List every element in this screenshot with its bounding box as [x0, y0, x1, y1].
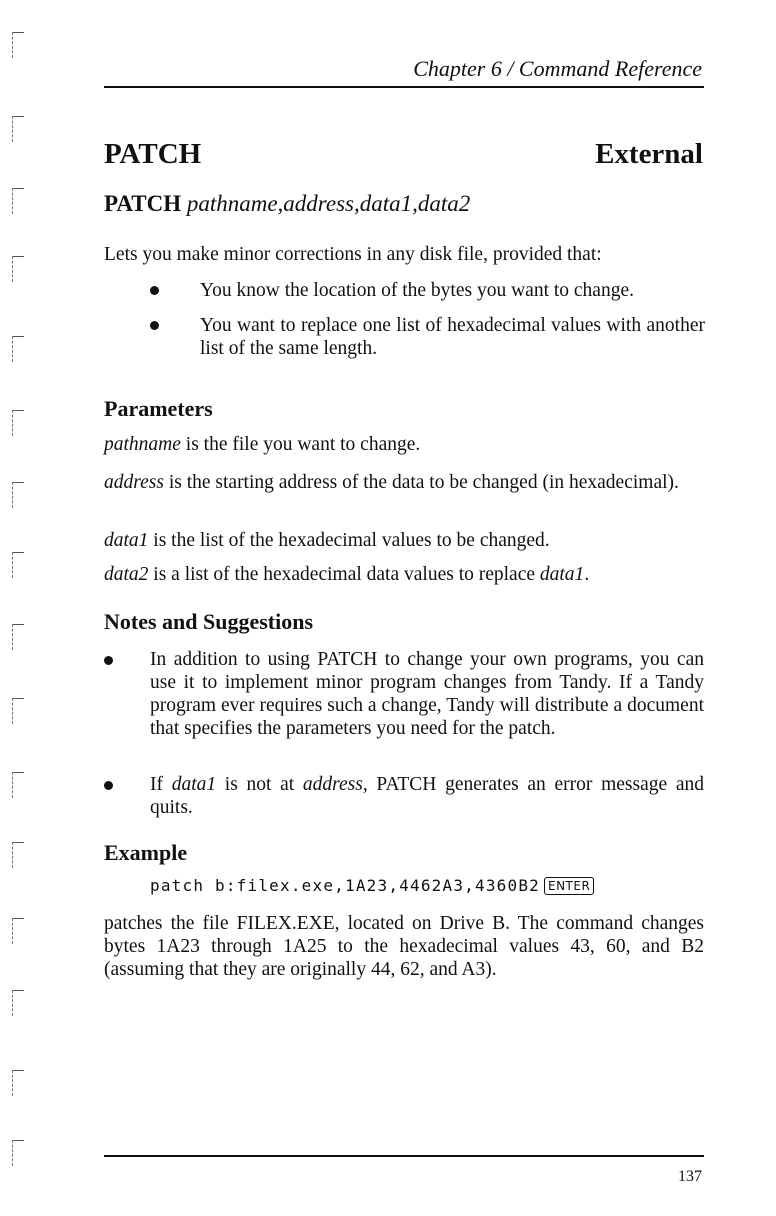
example-code: patch b:filex.exe,1A23,4462A3,4360B2 [150, 876, 540, 895]
param-address [104, 471, 704, 494]
param-desc: is the list of the hexadecimal values to be changed. [148, 530, 550, 551]
header-rule [104, 86, 704, 88]
bullet-dot [104, 781, 113, 790]
param-tail-term: data1 [539, 564, 585, 585]
param-term: data1 [104, 530, 149, 551]
bullet-dot [150, 286, 159, 295]
footer-rule [104, 1155, 704, 1157]
note-term: data1 [171, 774, 217, 795]
intro-bullet-1: You know the location of the bytes you want to change. [200, 280, 634, 301]
param-tail: . [584, 564, 590, 585]
page-number: 137 [678, 1168, 702, 1185]
param-term: address [104, 472, 164, 493]
bullet-dot [150, 321, 159, 330]
command-type: External [595, 138, 703, 170]
example-command [150, 876, 594, 895]
param-desc: is the starting address of the data to be changed (in hexadecimal). [163, 472, 679, 493]
command-syntax [104, 191, 470, 217]
syntax-arguments: pathname,address,data1,data2 [186, 191, 471, 216]
param-term: data2 [104, 564, 149, 585]
parameters-heading: Parameters [104, 396, 213, 421]
intro-text: Lets you make minor corrections in any disk file, provided that: [104, 244, 602, 265]
notes-bullet-1: In addition to using PATCH to change your own programs, you can use it to implement minor program changes from Tandy. If a Tandy program ever requires such a change, Tandy will distribute a document that specifies the parameters you need for the patch. [150, 649, 704, 739]
param-desc: is the file you want to change. [180, 434, 421, 455]
command-name: PATCH [104, 138, 202, 170]
syntax-keyword: PATCH [104, 191, 182, 216]
param-desc: is a list of the hexadecimal data values to replace [148, 564, 540, 585]
intro-bullet-2: You want to replace one list of hexadecimal values with another list of the same length. [200, 315, 705, 359]
example-description: patches the file FILEX.EXE, located on Drive B. The command changes bytes 1A23 through 1A25 to the hexadecimal values 43, 60, and B2 (assuming that they are originally 44, 62, and A3). [104, 913, 704, 980]
param-data2 [104, 563, 704, 586]
param-term: pathname [104, 434, 181, 455]
param-data1 [104, 529, 704, 552]
example-heading: Example [104, 840, 188, 865]
note-term: address, [302, 774, 368, 795]
notes-heading: Notes and Suggestions [104, 609, 314, 634]
param-pathname [104, 433, 704, 456]
running-head: Chapter 6 / Command Reference [413, 56, 702, 81]
notes-bullet-2: If data1 is not at address, PATCH generates an error message and quits. [150, 774, 704, 818]
enter-key-icon: ENTER [544, 877, 594, 895]
bullet-dot [104, 656, 113, 665]
